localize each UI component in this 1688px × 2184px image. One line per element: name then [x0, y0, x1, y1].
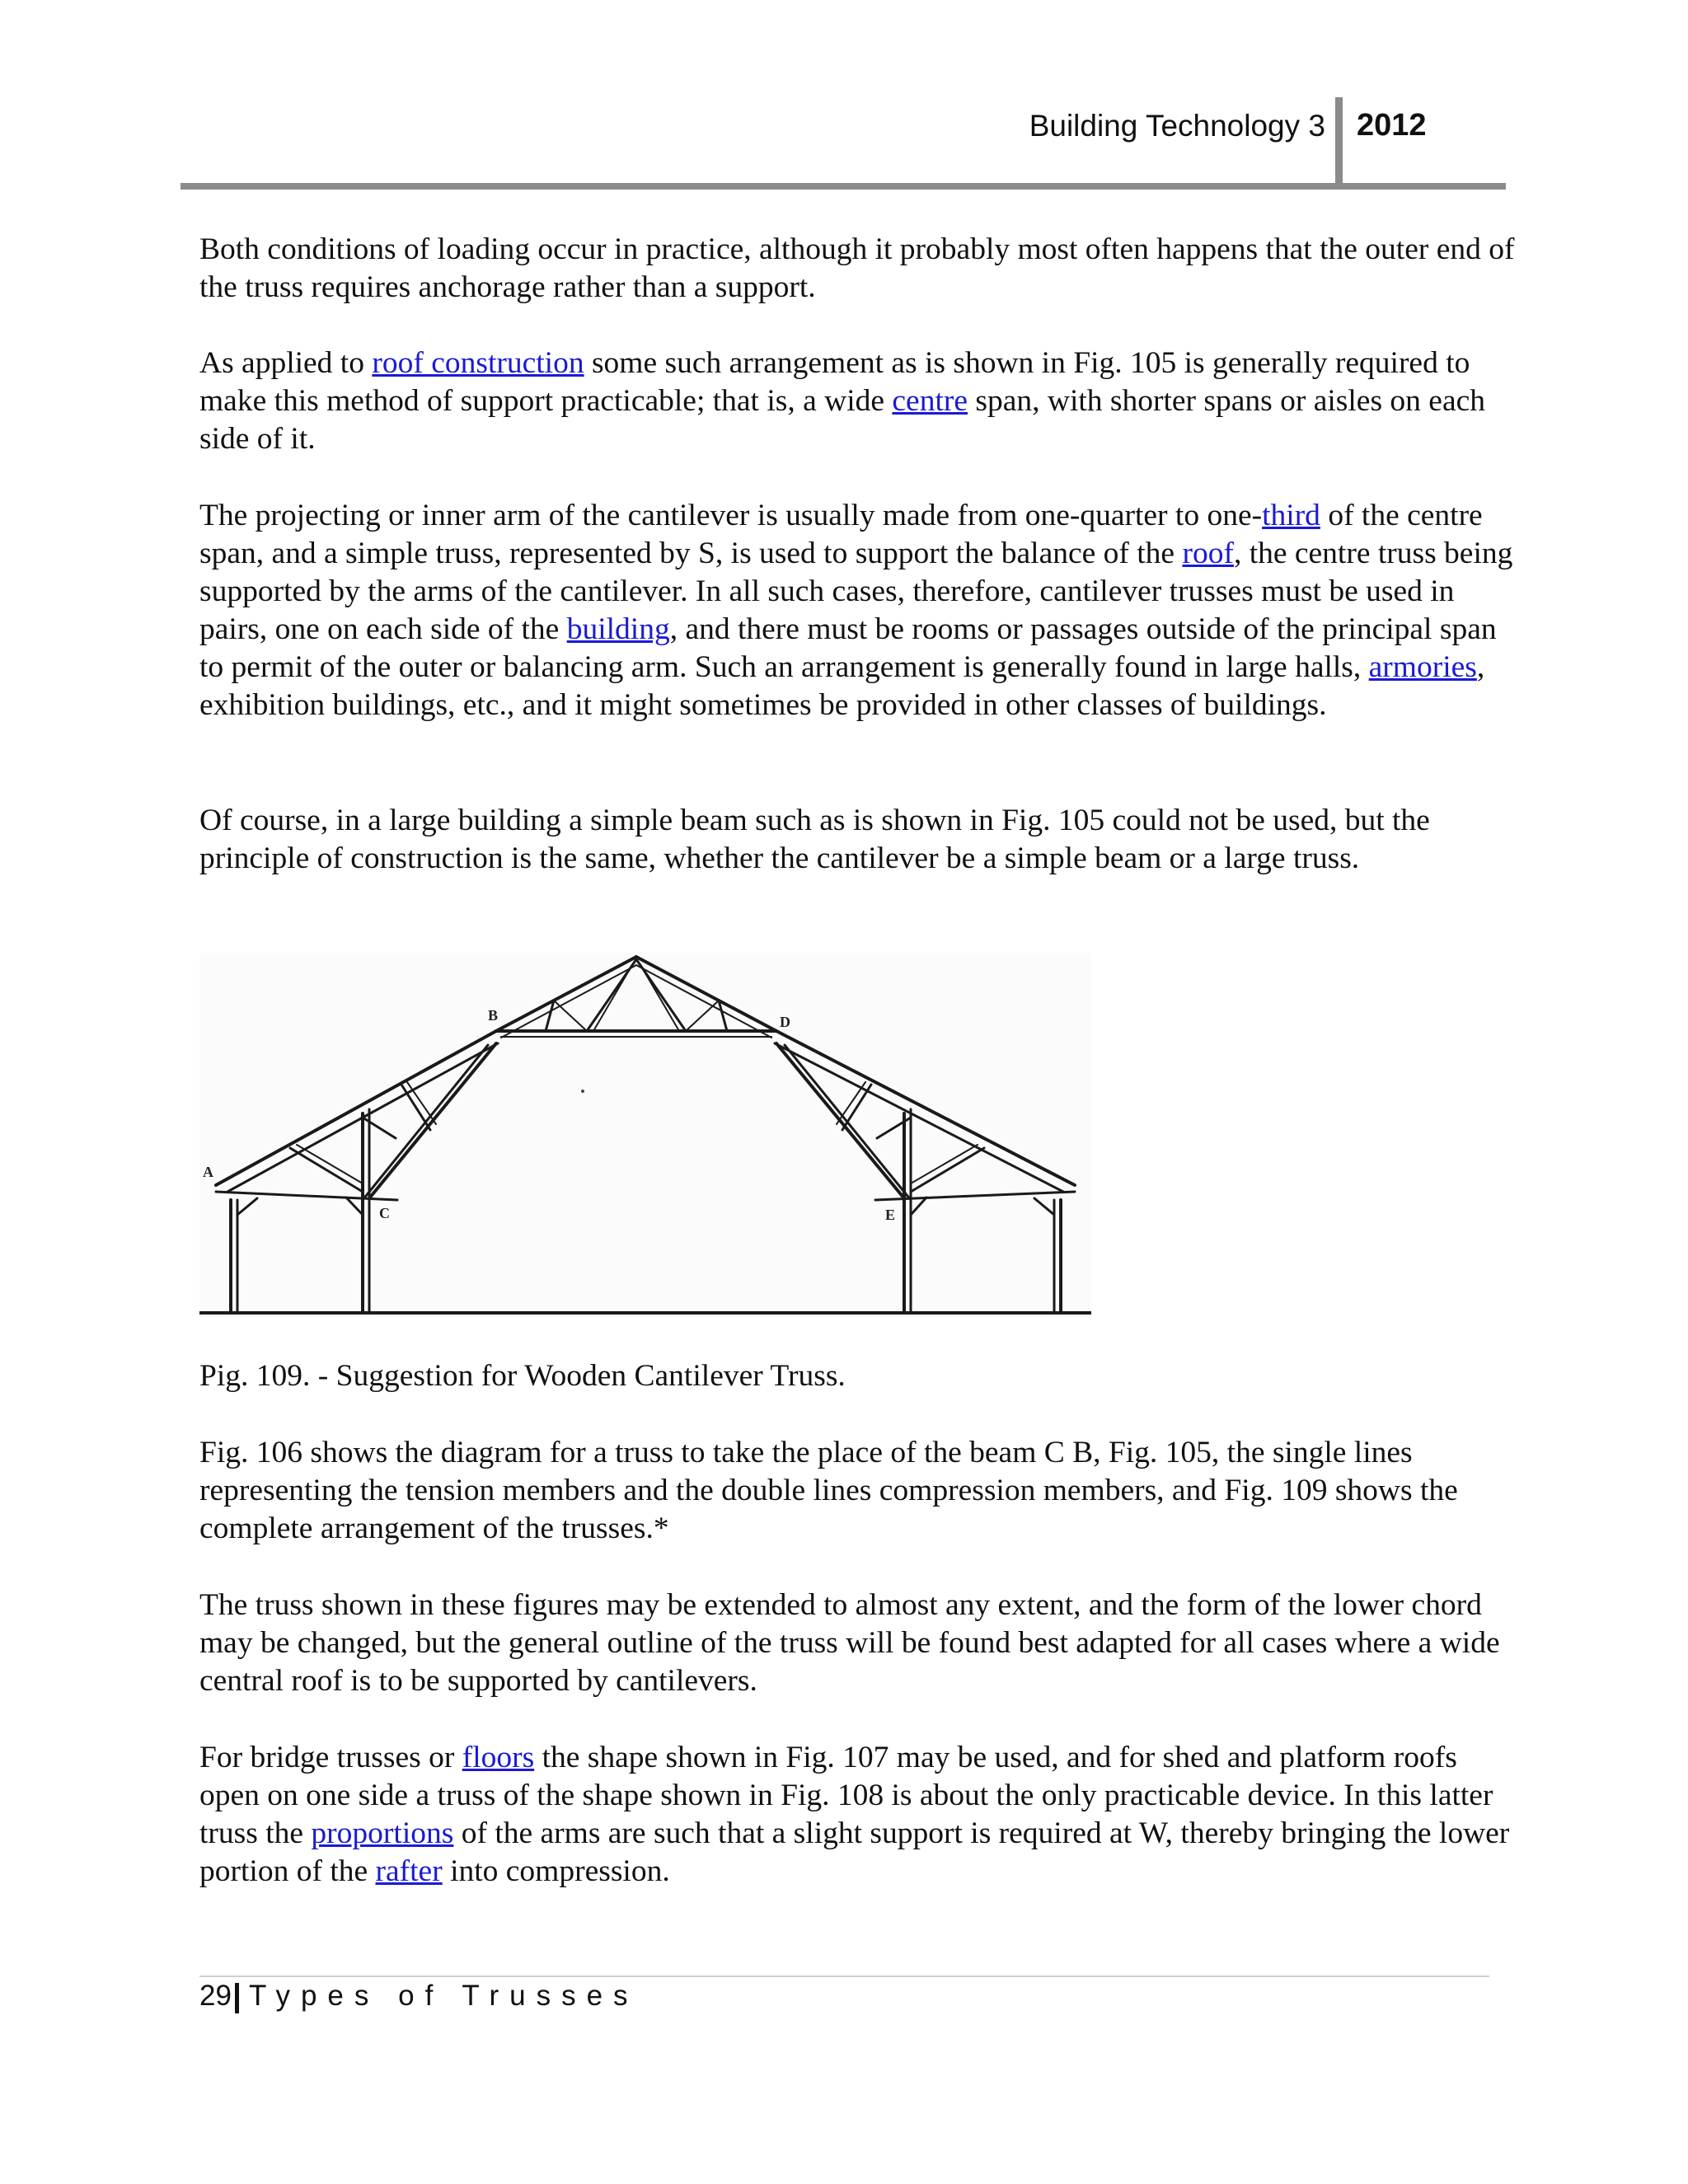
paragraph-3-text: [199, 497, 1518, 724]
label-a: A: [203, 1164, 213, 1180]
header-title: Building Technology 3: [1029, 109, 1325, 143]
footer-divider: [235, 1983, 239, 2013]
left-knee-brace-2: [346, 1197, 363, 1215]
left-rafter: [216, 1031, 496, 1185]
label-c: C: [379, 1205, 390, 1221]
paragraph-3-span-3: , the centre truss being supported by the arms of the cantilever. In all such cases, therefore, cantilever trusses must be used in pairs, one on each side of the: [199, 537, 1513, 646]
header-year: 2012: [1357, 108, 1427, 143]
link-centre[interactable]: centre: [892, 384, 968, 418]
paragraph-7-span-4: into compression.: [442, 1854, 670, 1888]
label-d: D: [780, 1014, 790, 1030]
paragraph-2-span-3: span, with shorter spans or aisles on each side of it.: [199, 384, 1485, 456]
truss-drawing: [199, 953, 1091, 1317]
link-proportions[interactable]: proportions: [311, 1816, 454, 1850]
label-b: B: [488, 1007, 499, 1024]
paragraph-7: [199, 1739, 1518, 1891]
footer-rule: [199, 1975, 1489, 1977]
right-knee-brace-2: [911, 1197, 926, 1215]
paragraph-2: [199, 344, 1518, 458]
link-rafter[interactable]: rafter: [375, 1854, 443, 1888]
paragraph-5-text: Fig. 106 shows the diagram for a truss to take the place of the beam C B, Fig. 105, the single lines representing the tension members and the double lines compression members, and Fig. 109 shows the complete arrangement of the trusses.*: [199, 1436, 1458, 1545]
link-floors[interactable]: floors: [462, 1741, 535, 1774]
header-rule: [181, 183, 1506, 190]
paragraph-6-text: The truss shown in these figures may be extended to almost any extent, and the form of the lower chord may be changed, but the general outline of the truss will be found best adapted for all cases where a wide central roof is to be supported by cantilevers.: [199, 1588, 1500, 1698]
paragraph-1: [199, 231, 1518, 307]
paragraph-3-span-1: The projecting or inner arm of the cantilever is usually made from one-quarter to one-: [199, 499, 1263, 532]
right-rafter-inner: [775, 1043, 1063, 1192]
link-building[interactable]: building: [566, 612, 670, 646]
right-web-1b: [911, 1145, 978, 1183]
right-knee-brace: [1034, 1198, 1054, 1215]
paragraph-3: [199, 497, 1518, 724]
paragraph-6: [199, 1586, 1518, 1700]
centre-right-rafter-inner: [636, 965, 771, 1038]
left-web-3: [401, 1085, 430, 1130]
paragraph-3-span-5: , exhibition buildings, etc., and it might sometimes be provided in other classes of buildings.: [199, 650, 1485, 722]
paragraph-2-text: [199, 344, 1518, 458]
header-divider-vertical: [1335, 97, 1343, 185]
left-web-1b: [297, 1145, 363, 1183]
left-web-2: [363, 1118, 396, 1138]
right-cantilever-arm: [776, 1043, 904, 1198]
paragraph-7-text: [199, 1739, 1518, 1891]
paragraph-4: [199, 802, 1518, 878]
paragraph-4-text: Of course, in a large building a simple beam such as is shown in Fig. 105 could not be used, but the principle of construction is the same, whether the cantilever be a simple beam or a large truss.: [199, 804, 1430, 875]
link-roof[interactable]: roof: [1182, 537, 1234, 570]
figure-speck: [581, 1090, 584, 1093]
link-third[interactable]: third: [1262, 499, 1320, 532]
right-web-1: [911, 1148, 984, 1192]
paragraph-7-span-1: For bridge trusses or: [199, 1741, 462, 1774]
label-e: E: [885, 1207, 896, 1223]
figure-caption: [199, 1357, 1518, 1395]
right-web-3: [842, 1085, 871, 1130]
centre-web-6: [686, 1001, 719, 1031]
link-armories[interactable]: armories: [1368, 650, 1477, 684]
paragraph-3-span-4: , and there must be rooms or passages outside of the principal span to permit of the outer or balancing arm. Such an arrangement is generally found in large halls,: [199, 612, 1497, 684]
left-web-1: [290, 1148, 363, 1192]
figure-caption-text: Pig. 109. - Suggestion for Wooden Cantilever Truss.: [199, 1359, 846, 1393]
centre-left-rafter-inner: [501, 965, 636, 1038]
centre-web-5: [554, 1001, 587, 1031]
paragraph-5: [199, 1434, 1518, 1548]
paragraph-7-span-3: of the arms are such that a slight support is required at W, thereby bringing the lower portion of the: [199, 1816, 1510, 1888]
paragraph-2-span-2: some such arrangement as is shown in Fig. 105 is generally required to make this method of support practicable; that is, a wide: [199, 346, 1470, 418]
footer-section-title: Types of Trusses: [249, 1980, 639, 2012]
paragraph-2-span-1: As applied to: [199, 346, 373, 380]
left-knee-brace: [237, 1198, 257, 1215]
link-roof-construction[interactable]: roof construction: [372, 346, 584, 380]
footer-page-number: 29: [199, 1980, 232, 2012]
figure-cantilever-truss: [199, 953, 1091, 1317]
paragraph-7-span-2: the shape shown in Fig. 107 may be used, and for shed and platform roofs open on one side a truss of the shape shown in Fig. 108 is about the only practicable device. In this latter truss the: [199, 1741, 1493, 1850]
right-rafter: [776, 1031, 1075, 1185]
paragraph-3-span-2: of the centre span, and a simple truss, represented by S, is used to support the balance of the: [199, 499, 1483, 570]
paragraph-1-text: Both conditions of loading occur in practice, although it probably most often happens that the outer end of the truss requires anchorage rather than a support.: [199, 232, 1515, 304]
